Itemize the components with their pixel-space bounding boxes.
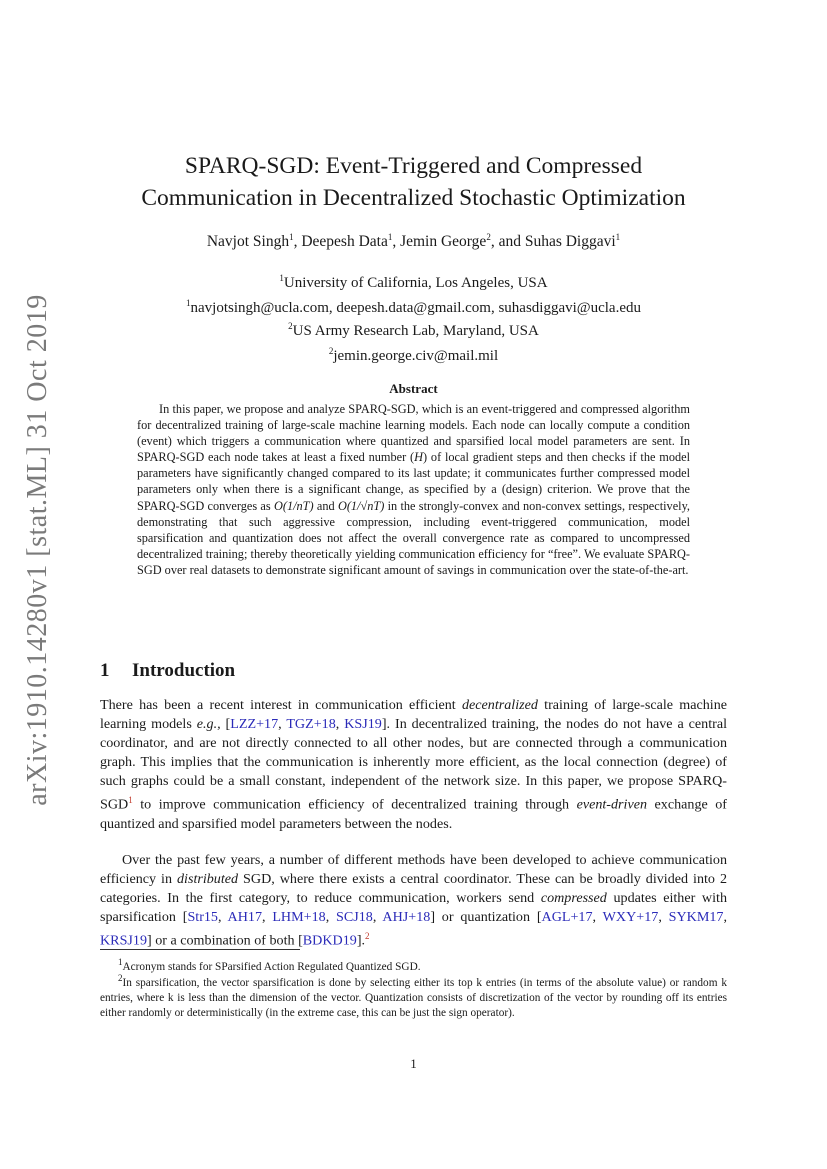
abstract-text: In this paper, we propose and analyze SPARQ-SGD, which is an event-triggered and compressed algorithm for decentralized training of large-scale machine learning models. Each node can locally compute a condition (event) which triggers a communication where quantized and sparsified local model parameters are sent. In SPARQ-SGD each node takes at least a fixed number ( [137,402,690,465]
affil-mark: 1 [186,298,191,308]
affil-mark: 2 [328,346,334,356]
citation-link[interactable]: SCJ18 [336,909,373,925]
section-number: 1 [100,660,110,681]
author-name: Navjot Singh [206,233,290,251]
section-title: Introduction [132,660,236,681]
citation-link[interactable]: AHJ+18 [382,909,431,925]
abstract-text: in the strongly-convex and non-convex settings, respectively, demonstrating that such aggressive compression, including event-triggered communication, model sparsification and quantization does not affect the overall convergence rate as compared to uncompressed decentralized training; thereby theoretically yielding communication efficiency for “free”. We evaluate SPARQ-SGD over real datasets to demonstrate significant amount of savings in communication over the state-of-the-art. [137,498,690,577]
body-text: [ [220,716,231,732]
paper-title [100,150,727,214]
footnote-mark: 2 [118,973,123,983]
author-email: jemin.george.civ@mail.mil [333,348,499,364]
footnote-text: In sparsification, the vector sparsification is done by selecting either its top k entries (in terms of the absolute value) or random k entries, where k is less than the dimension of the vector. Quantization consists of discretization of the vector by rounding off its entries either randomly or deterministically (in the extreme case, this can be just the sign operator). [100,976,727,1019]
arxiv-identifier: arXiv:1910.14280v1 [stat.ML] 31 Oct 2019 [22,294,53,806]
author-list: Navjot Singh$^1$, Deepesh Data$^1$, Jemin George$^2$, and Suhas Diggavi$^1$ [206,232,621,251]
emphasis: distributed [177,871,239,887]
body-text: to improve communication efficiency of decentralized training through [132,796,577,813]
footnote-link[interactable]: 1 [128,795,133,805]
footnote-rule [100,949,300,950]
citation-link[interactable]: TGZ+18 [286,716,336,732]
emphasis: compressed [540,890,607,906]
author-affil-mark: 1 [387,232,393,242]
affiliation-ucla [100,268,727,318]
citation-link[interactable]: AH17 [227,909,262,925]
citation-link[interactable]: Str15 [187,909,218,925]
author-name: and Suhas Diggavi [498,233,616,251]
body-text: There has been a recent interest in communication efficient [100,697,462,713]
footnote-link[interactable]: 2 [365,931,370,941]
body-text: SGD, where there exists a central coordinator. These can be broadly divided into 2 categories. In the first category, to reduce communication, workers send [100,871,727,906]
affil-mark: 1 [279,273,284,283]
citation-link[interactable]: KRSJ19 [100,932,147,949]
abstract-heading: Abstract [389,381,438,396]
emphasis: e.g., [196,716,221,732]
author-emails: navjotsingh@ucla.com, deepesh.data@gmail.com, suhasdiggavi@ucla.edu [190,300,641,316]
body-text: Over the past few years, a number of different methods have been developed to achieve communication efficiency in [100,852,727,887]
emphasis: decentralized [461,697,538,713]
intro-paragraph-1: There has been a recent interest in communication efficient decentralized training of large-scale machine learning models e.g., [LZZ+17, TGZ+18, KSJ19]. In decentralized training, the nodes do not have a central coordinator, and are not directly connected to all other nodes, but are connected through a communication graph. This implies that the communication is inherently more efficient, as the local connection (degree) of such graphs could be a small constant, independent of the network size. In this paper, we propose SPARQ-SGD$^1$ to improve communication efficiency of decentralized training through event-driven exchange of quantized and sparsified model parameters between the nodes. [100,697,728,832]
author-affil-mark: 2 [486,232,491,242]
affil-name: US Army Research Lab, Maryland, USA [292,323,539,339]
citation-link[interactable]: KSJ19 [344,716,382,732]
emphasis: event-driven [576,796,648,813]
math-rate-strongly-convex: O(1/nT) [273,498,314,513]
author-name: Deepesh Data [301,233,388,251]
page-number: 1 [410,1056,417,1071]
body-text: exchange of quantized and sparsified model parameters between the nodes. [100,796,727,832]
math-rate-non-convex: O(1/√nT) [337,498,385,513]
body-text: training of large-scale machine learning models [100,697,728,732]
body-text: updates either with sparsification [ [100,890,727,925]
body-text: ]. In decentralized training, the nodes do not have a central coordinator, and are not directly connected to all other nodes, but are connected through a communication graph. This implies that the communication is inherently more efficient, as the local connection (degree) of such graphs could be a small constant, independent of the network size. In this paper, we propose SPARQ-SGD [100,716,727,813]
footnote-mark: 1 [118,957,123,967]
title-line-2: Communication in Decentralized Stochastic Optimization [141,185,686,211]
citation-link[interactable]: AGL+17 [541,909,593,925]
body-text: ] or a combination of both [ [147,932,303,949]
citation-link[interactable]: WXY+17 [602,909,659,925]
body-text: ]. [356,932,366,949]
arxiv-sidebar [18,190,58,910]
abstract-body [137,401,690,578]
author-affil-mark: 1 [615,232,621,242]
citation-link[interactable]: BDKD19 [302,932,357,949]
intro-paragraph-2: Over the past few years, a number of different methods have been developed to achieve communication efficiency in distributed SGD, where there exists a central coordinator. These can be broadly divided into 2 categories. In the first category, to reduce communication, workers send compressed updates either with sparsification [Str15, AH17, LHM+18, SCJ18, AHJ+18] or quantization [AGL+17, WXY+17, SYKM17, KRSJ19] or a combination of both [BDKD19].$^2$ [100,852,727,949]
abstract-text: and [313,498,338,513]
citation-link[interactable]: SYKM17 [668,909,724,925]
author-affil-mark: 1 [289,232,294,242]
citation-link[interactable]: LHM+18 [272,909,326,925]
body-text: ] or quantization [ [430,909,542,925]
footnote-2 [100,971,727,1021]
section-heading [100,660,235,682]
affil-name: University of California, Los Angeles, USA [283,275,548,291]
abstract-text: ) of local gradient steps and then checks if the model parameters have significantly changed compared to its last update; it communicates further compressed model parameters only when there is a significant change, as specified by a (design) criterion. We prove that the SPARQ-SGD converges as [137,450,691,513]
footnote-text: Acronym stands for SParsified Action Regulated Quantized SGD. [122,960,421,973]
math-H: H [414,450,423,465]
author-name: Jemin George [400,233,487,251]
citation-link[interactable]: LZZ+17 [230,716,279,732]
affil-mark: 2 [288,321,293,331]
affiliation-arl [100,316,727,366]
title-line-1: SPARQ-SGD: Event-Triggered and Compressed [184,153,643,179]
